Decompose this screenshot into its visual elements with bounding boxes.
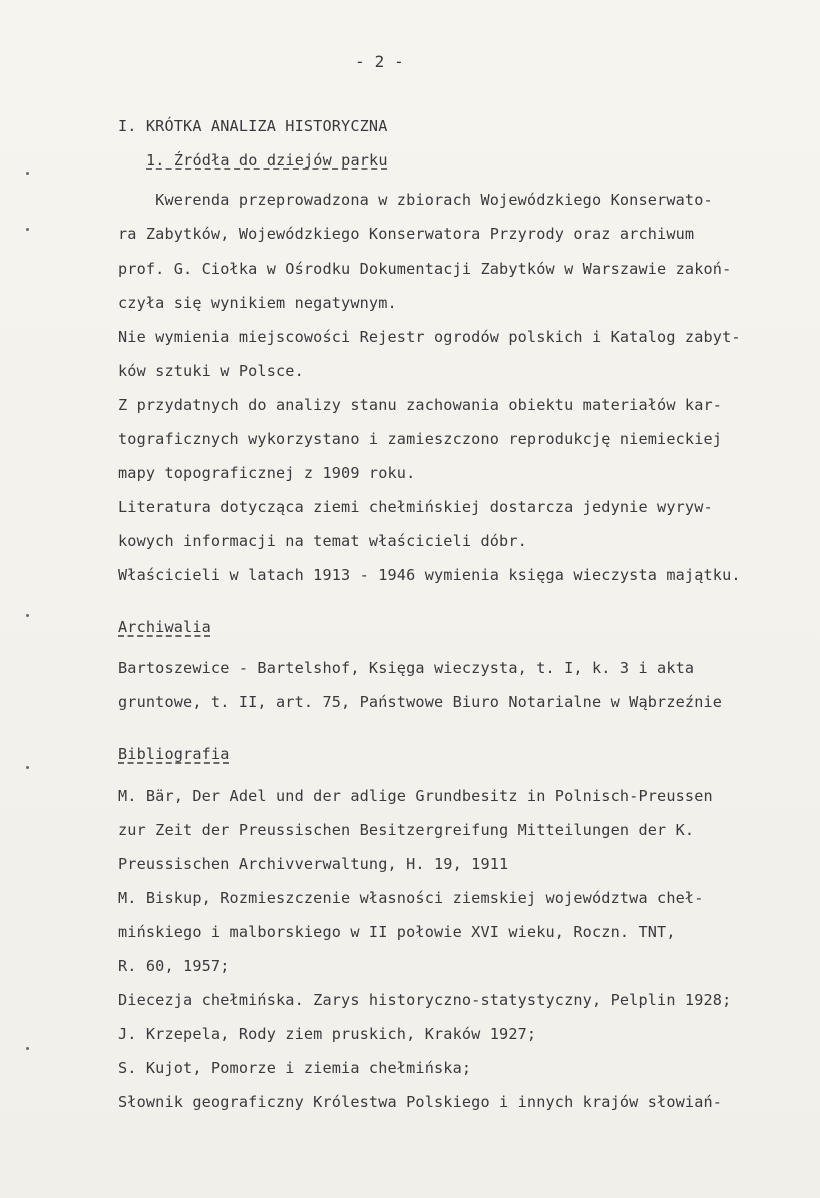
body-line: mapy topograficznej z 1909 roku. — [118, 464, 416, 482]
body-line: prof. G. Ciołka w Ośrodku Dokumentacji Zabytków w Warszawie zakoń- — [118, 260, 732, 278]
body-line: Właścicieli w latach 1913 - 1946 wymienia księga wieczysta majątku. — [118, 566, 741, 584]
archiwalia-heading: Archiwalia — [118, 618, 211, 636]
bibliography-line: zur Zeit der Preussischen Besitzergreifung Mitteilungen der K. — [118, 821, 695, 839]
bibliography-line: Preussischen Archivverwaltung, H. 19, 1911 — [118, 855, 509, 873]
bibliography-line: M. Biskup, Rozmieszczenie własności ziemskiej województwa cheł- — [118, 889, 704, 907]
margin-dot — [26, 1047, 29, 1050]
bibliography-line: mińskiego i malborskiego w II połowie XVI wieku, Roczn. TNT, — [118, 923, 676, 941]
body-line: Z przydatnych do analizy stanu zachowania obiektu materiałów kar- — [118, 396, 723, 414]
bibliography-line: S. Kujot, Pomorze i ziemia chełmińska; — [118, 1059, 472, 1077]
body-line: czyła się wynikiem negatywnym. — [118, 294, 397, 312]
margin-dot — [26, 614, 29, 617]
margin-dot — [26, 172, 29, 175]
subsection-title: 1. Źródła do dziejów parku — [146, 151, 388, 169]
body-line: Kwerenda przeprowadzona w zbiorach Wojewódzkiego Konserwato- — [118, 191, 713, 209]
page-number: - 2 - — [355, 52, 404, 71]
section-title: I. KRÓTKA ANALIZA HISTORYCZNA — [118, 117, 388, 135]
bibliography-line: Słownik geograficzny Królestwa Polskiego i innych krajów słowiań- — [118, 1093, 723, 1111]
body-line: ra Zabytków, Wojewódzkiego Konserwatora Przyrody oraz archiwum — [118, 225, 695, 243]
archiwalia-line: gruntowe, t. II, art. 75, Państwowe Biuro Notarialne w Wąbrzeźnie — [118, 693, 723, 711]
body-line: kowych informacji na temat właścicieli dóbr. — [118, 532, 527, 550]
bibliography-line: J. Krzepela, Rody ziem pruskich, Kraków 1927; — [118, 1025, 537, 1043]
bibliography-line: R. 60, 1957; — [118, 957, 230, 975]
body-line: ków sztuki w Polsce. — [118, 362, 304, 380]
margin-dot — [26, 766, 29, 769]
margin-dot — [26, 228, 29, 231]
body-line: Literatura dotycząca ziemi chełmińskiej dostarcza jedynie wyryw- — [118, 498, 713, 516]
bibliography-line: Diecezja chełmińska. Zarys historyczno-statystyczny, Pelplin 1928; — [118, 991, 732, 1009]
archiwalia-line: Bartoszewice - Bartelshof, Księga wieczysta, t. I, k. 3 i akta — [118, 659, 695, 677]
body-line: Nie wymienia miejscowości Rejestr ogrodów polskich i Katalog zabyt- — [118, 328, 741, 346]
bibliografia-heading: Bibliografia — [118, 745, 230, 763]
bibliography-line: M. Bär, Der Adel und der adlige Grundbesitz in Polnisch-Preussen — [118, 787, 713, 805]
body-line: tograficznych wykorzystano i zamieszczono reprodukcję niemieckiej — [118, 430, 723, 448]
